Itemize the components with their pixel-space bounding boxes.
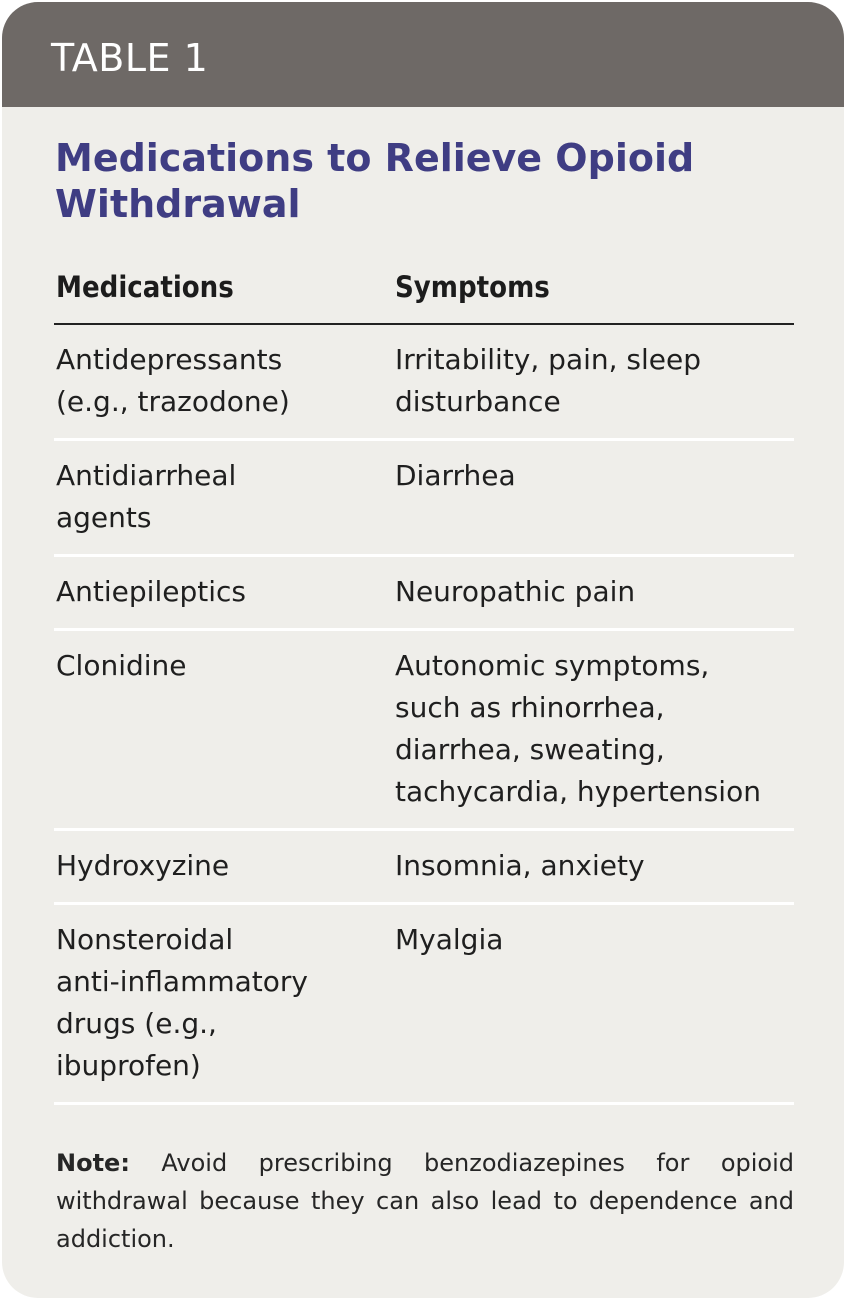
table-title: Medications to Relieve Opioid Withdrawal: [55, 136, 695, 226]
table-row: [54, 905, 794, 1105]
symptoms-cell: Insomnia, anxiety: [395, 849, 645, 882]
medication-cell: Hydroxyzine: [56, 849, 230, 882]
table-row: [54, 325, 794, 441]
symptoms-cell: Myalgia: [395, 923, 504, 956]
column-header-symptoms: Symptoms: [395, 270, 550, 304]
note-label: Note:: [56, 1149, 130, 1177]
table-header-row: [54, 264, 794, 325]
table-row: [54, 557, 794, 631]
note-text: Avoid prescribing benzodiazepines for opioid withdrawal because they can also lead to dependence and addiction.: [56, 1149, 794, 1253]
symptoms-cell: Diarrhea: [395, 459, 516, 492]
symptoms-cell: Irritability, pain, sleep disturbance: [395, 343, 702, 418]
symptoms-cell: Neuropathic pain: [395, 575, 636, 608]
table-row: [54, 631, 794, 831]
medications-table: [54, 264, 794, 1105]
column-header-medications: Medications: [56, 270, 234, 304]
medication-cell: Antidiarrheal agents: [56, 459, 237, 534]
table-row: [54, 831, 794, 905]
medication-cell: Nonsteroidal anti-inflammatory drugs (e.g., ibuprofen): [56, 923, 308, 1082]
table-card: [2, 2, 844, 1298]
table-row: [54, 441, 794, 557]
medication-cell: Antidepressants (e.g., trazodone): [56, 343, 290, 418]
symptoms-cell: Autonomic symptoms, such as rhinorrhea, diarrhea, sweating, tachycardia, hypertension: [395, 649, 761, 808]
table-number-banner: TABLE 1: [2, 2, 844, 107]
medication-cell: Antiepileptics: [56, 575, 246, 608]
medication-cell: Clonidine: [56, 649, 187, 682]
table-note: [56, 1144, 794, 1258]
